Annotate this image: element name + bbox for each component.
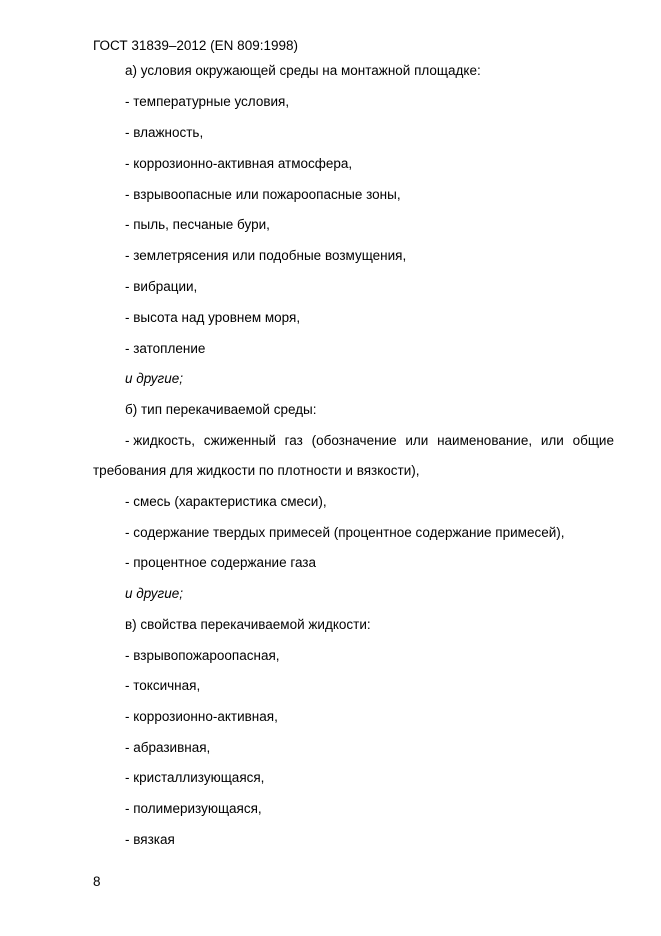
word: - жидкость, <box>125 433 195 448</box>
word: газ <box>284 433 303 448</box>
list-item: - коррозионно-активная атмосфера, <box>125 156 353 171</box>
word: или <box>540 433 564 448</box>
list-item: - затопление <box>125 341 206 356</box>
document-header: ГОСТ 31839–2012 (EN 809:1998) <box>93 38 298 53</box>
list-item: - кристаллизующаяся, <box>125 770 265 785</box>
list-item: - абразивная, <box>125 740 211 755</box>
continuation-line: требования для жидкости по плотности и вязкости), <box>93 463 420 478</box>
list-item: - взрывоопасные или пожароопасные зоны, <box>125 187 401 202</box>
list-item: - высота над уровнем моря, <box>125 310 301 325</box>
section-a-others: и другие; <box>125 371 183 386</box>
word: сжиженный <box>203 433 276 448</box>
list-item: - коррозионно-активная, <box>125 709 278 724</box>
word: общие <box>572 433 614 448</box>
list-item: - вибрации, <box>125 279 198 294</box>
list-item: - смесь (характеристика смеси), <box>125 494 327 509</box>
list-item: - содержание твердых примесей (процентное содержание примесей), <box>125 525 565 540</box>
list-item: - землетрясения или подобные возмущения, <box>125 248 407 263</box>
list-item: - влажность, <box>125 125 204 140</box>
list-item: - вязкая <box>125 832 175 847</box>
page-number: 8 <box>93 874 101 889</box>
word: (обозначение <box>311 433 397 448</box>
list-item: - полимеризующаяся, <box>125 801 262 816</box>
list-item: - токсичная, <box>125 678 201 693</box>
list-item: - взрывопожароопасная, <box>125 648 280 663</box>
word: наименование, <box>437 433 533 448</box>
justified-line <box>125 432 614 450</box>
list-item: - пыль, песчаные бури, <box>125 217 270 232</box>
list-item: - температурные условия, <box>125 94 290 109</box>
section-c-heading: в) свойства перекачиваемой жидкости: <box>125 617 371 632</box>
list-item: - процентное содержание газа <box>125 555 317 570</box>
word: или <box>405 433 429 448</box>
section-a-heading: а) условия окружающей среды на монтажной площадке: <box>125 63 481 78</box>
section-b-heading: б) тип перекачиваемой среды: <box>125 402 317 417</box>
section-b-others: и другие; <box>125 586 183 601</box>
